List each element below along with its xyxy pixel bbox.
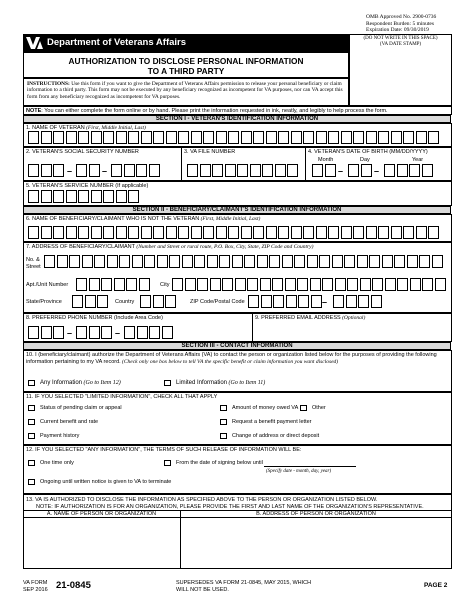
- char-cell[interactable]: [325, 164, 336, 177]
- char-cell[interactable]: [66, 131, 77, 144]
- dob-day-cells[interactable]: [348, 164, 373, 177]
- ongoing-checkbox[interactable]: [28, 479, 35, 485]
- form-title-line1: AUTHORIZATION TO DISCLOSE PERSONAL INFORMATION: [68, 56, 304, 66]
- char-cell[interactable]: [140, 295, 151, 308]
- char-cell[interactable]: [419, 255, 430, 268]
- char-cell[interactable]: [89, 164, 100, 177]
- service-number-cells[interactable]: [28, 190, 141, 203]
- omb-number: OMB Approved No. 2900-0736: [366, 14, 437, 20]
- char-cell[interactable]: [269, 255, 280, 268]
- char-cell[interactable]: [207, 255, 218, 268]
- char-cell[interactable]: [210, 278, 221, 291]
- state-label: State/Province: [26, 299, 62, 305]
- char-cell[interactable]: [103, 190, 114, 203]
- section1-header: SECTION I - VETERAN'S IDENTIFICATION INFORMATION: [23, 115, 451, 123]
- field-release-terms: 12. IF YOU SELECTED "ANY INFORMATION", THE TERMS OF SUCH RELEASE OF INFORMATION WILL BE:: [23, 445, 452, 494]
- ssn-label: 2. VETERAN'S SOCIAL SECURITY NUMBER: [26, 149, 139, 155]
- char-cell[interactable]: [422, 278, 433, 291]
- person-address-field[interactable]: [181, 518, 451, 568]
- char-cell[interactable]: [116, 131, 127, 144]
- email-label: 9. PREFERRED EMAIL ADDRESS (Optional): [255, 315, 366, 321]
- char-cell[interactable]: [275, 164, 286, 177]
- char-cell[interactable]: [97, 295, 108, 308]
- char-cell[interactable]: [250, 164, 261, 177]
- col-b-header: B. ADDRESS OF PERSON OR ORGANIZATION: [256, 511, 376, 517]
- char-cell[interactable]: [126, 278, 137, 291]
- char-cell[interactable]: [66, 226, 77, 239]
- apt-cells[interactable]: [76, 278, 151, 291]
- char-cell[interactable]: [28, 226, 39, 239]
- money-owed-checkbox[interactable]: [220, 405, 227, 411]
- field-authorized-party: 13. VA IS AUTHORIZED TO DISCLOSE THE INFORMATION AS SPECIFIED ABOVE TO THE PERSON OR ORGANIZATION LISTED BELOW. NOTE: IF AUTHORIZATION IS FOR AN ORGANIZATION, PLEASE PROVIDE THE FIRST AND LAST NAME OF THE ORGANIZATION'S REPRESENTATIVE.: [23, 494, 452, 569]
- char-cell[interactable]: [278, 131, 289, 144]
- char-cell[interactable]: [391, 226, 402, 239]
- address-deposit-checkbox[interactable]: [220, 433, 227, 439]
- char-cell[interactable]: [153, 131, 164, 144]
- char-cell[interactable]: [53, 190, 64, 203]
- char-cell[interactable]: [237, 164, 248, 177]
- char-cell[interactable]: [41, 226, 52, 239]
- char-cell[interactable]: [124, 164, 135, 177]
- dob-year-cells[interactable]: [384, 164, 434, 177]
- any-information-label: Any Information (Go to Item 12): [40, 380, 121, 386]
- char-cell[interactable]: [191, 226, 202, 239]
- benefit-rate-label: Current benefit and rate: [40, 419, 99, 425]
- char-cell[interactable]: [372, 278, 383, 291]
- veteran-name-cells[interactable]: [28, 131, 441, 144]
- date-format-hint: (Specify date - month, day, year): [266, 469, 332, 474]
- char-cell[interactable]: [228, 131, 239, 144]
- money-owed-label: Amount of money owed VA: [232, 405, 299, 411]
- char-cell[interactable]: [57, 255, 68, 268]
- char-cell[interactable]: [114, 278, 125, 291]
- phone-cells-part2[interactable]: [76, 326, 114, 339]
- char-cell[interactable]: [41, 190, 52, 203]
- char-cell[interactable]: [89, 326, 100, 339]
- char-cell[interactable]: [262, 164, 273, 177]
- char-cell[interactable]: [53, 131, 64, 144]
- char-cell[interactable]: [212, 164, 223, 177]
- footer-form-number: 21-0845: [56, 580, 91, 591]
- char-cell[interactable]: [432, 255, 443, 268]
- char-cell[interactable]: [178, 131, 189, 144]
- char-cell[interactable]: [253, 131, 264, 144]
- char-cell[interactable]: [111, 164, 122, 177]
- char-cell[interactable]: [409, 164, 420, 177]
- footer-supersedes: SUPERSEDES VA FORM 21-0845, MAY 2015, WHICH WILL NOT BE USED.: [176, 580, 312, 593]
- instructions-text: INSTRUCTIONS: Use this form if you want to give the Department of Veterans Affairs permission to release your personal beneficiary or claim information to a third party. This form may not be executed by any beneficiary recognized as incompetent for VA purposes, nor can VA accept this form from any beneficiary recognized as incompetent for VA purposes.: [27, 81, 343, 100]
- country-label: Country: [115, 299, 135, 305]
- phone-dash: –: [67, 328, 73, 338]
- char-cell[interactable]: [322, 278, 333, 291]
- char-cell[interactable]: [247, 278, 258, 291]
- state-cells[interactable]: [72, 295, 110, 308]
- limited-information-label: Limited Information (Go to Item 11): [176, 380, 266, 386]
- char-cell[interactable]: [85, 295, 96, 308]
- beneficiary-name-cells[interactable]: [28, 226, 441, 239]
- field-limited-options: 11. IF YOU SELECTED "LIMITED INFORMATION", CHECK ALL THAT APPLY: [23, 392, 452, 445]
- char-cell[interactable]: [157, 255, 168, 268]
- char-cell[interactable]: [76, 326, 87, 339]
- char-cell[interactable]: [91, 226, 102, 239]
- char-cell[interactable]: [316, 226, 327, 239]
- char-cell[interactable]: [103, 131, 114, 144]
- char-cell[interactable]: [319, 255, 330, 268]
- dob-dash: –: [374, 166, 380, 176]
- dob-dash: –: [338, 166, 344, 176]
- char-cell[interactable]: [78, 226, 89, 239]
- char-cell[interactable]: [416, 226, 427, 239]
- char-cell[interactable]: [187, 164, 198, 177]
- payment-history-checkbox[interactable]: [28, 433, 35, 439]
- char-cell[interactable]: [291, 131, 302, 144]
- char-cell[interactable]: [185, 278, 196, 291]
- char-cell[interactable]: [91, 190, 102, 203]
- char-cell[interactable]: [41, 164, 52, 177]
- char-cell[interactable]: [297, 278, 308, 291]
- char-cell[interactable]: [285, 278, 296, 291]
- char-cell[interactable]: [410, 278, 421, 291]
- char-cell[interactable]: [291, 226, 302, 239]
- char-cell[interactable]: [76, 164, 87, 177]
- one-time-checkbox[interactable]: [28, 460, 35, 466]
- char-cell[interactable]: [141, 131, 152, 144]
- char-cell[interactable]: [132, 255, 143, 268]
- char-cell[interactable]: [335, 278, 346, 291]
- char-cell[interactable]: [216, 131, 227, 144]
- char-cell[interactable]: [378, 131, 389, 144]
- apt-label: Apt./Unit Number: [26, 282, 69, 288]
- char-cell[interactable]: [139, 278, 150, 291]
- char-cell[interactable]: [397, 278, 408, 291]
- char-cell[interactable]: [124, 326, 135, 339]
- section3-header: SECTION III - CONTACT INFORMATION: [23, 342, 451, 350]
- char-cell[interactable]: [328, 131, 339, 144]
- char-cell[interactable]: [403, 131, 414, 144]
- char-cell[interactable]: [273, 295, 284, 308]
- any-information-checkbox[interactable]: [28, 380, 35, 386]
- char-cell[interactable]: [41, 326, 52, 339]
- char-cell[interactable]: [311, 295, 322, 308]
- limited-information-checkbox[interactable]: [164, 380, 171, 386]
- char-cell[interactable]: [378, 226, 389, 239]
- char-cell[interactable]: [28, 326, 39, 339]
- char-cell[interactable]: [369, 255, 380, 268]
- char-cell[interactable]: [366, 131, 377, 144]
- char-cell[interactable]: [253, 226, 264, 239]
- dob-label: 4. VETERAN'S DATE OF BIRTH (MM/DD/YYYY): [308, 149, 428, 155]
- char-cell[interactable]: [53, 226, 64, 239]
- char-cell[interactable]: [266, 131, 277, 144]
- char-cell[interactable]: [428, 226, 439, 239]
- char-cell[interactable]: [312, 164, 323, 177]
- char-cell[interactable]: [348, 164, 359, 177]
- field-veteran-name: 1. NAME OF VETERAN (First, Middle Initial, Last): [23, 123, 452, 147]
- instructions-label: INSTRUCTIONS:: [27, 81, 70, 87]
- char-cell[interactable]: [397, 164, 408, 177]
- field-service-number: 5. VETERAN'S SERVICE NUMBER (If applicable): [23, 181, 452, 206]
- char-cell[interactable]: [203, 131, 214, 144]
- char-cell[interactable]: [222, 278, 233, 291]
- char-cell[interactable]: [382, 255, 393, 268]
- char-cell[interactable]: [182, 255, 193, 268]
- char-cell[interactable]: [261, 295, 272, 308]
- char-cell[interactable]: [303, 131, 314, 144]
- char-cell[interactable]: [316, 131, 327, 144]
- char-cell[interactable]: [162, 326, 173, 339]
- char-cell[interactable]: [166, 226, 177, 239]
- stamp-label: (VA DATE STAMP): [379, 42, 422, 47]
- ssn-dash: –: [67, 166, 73, 176]
- char-cell[interactable]: [119, 255, 130, 268]
- char-cell[interactable]: [310, 278, 321, 291]
- zip-cells-part1[interactable]: [248, 295, 323, 308]
- va-file-cells[interactable]: [187, 164, 300, 177]
- char-cell[interactable]: [407, 255, 418, 268]
- street-cells[interactable]: [44, 255, 444, 268]
- char-cell[interactable]: [232, 255, 243, 268]
- zip-label: ZIP Code/Postal Code: [190, 299, 245, 305]
- note-box: [23, 106, 452, 115]
- from-date-checkbox[interactable]: [164, 460, 171, 466]
- city-cells[interactable]: [172, 278, 447, 291]
- char-cell[interactable]: [332, 255, 343, 268]
- char-cell[interactable]: [116, 190, 127, 203]
- char-cell[interactable]: [303, 226, 314, 239]
- char-cell[interactable]: [101, 326, 112, 339]
- char-cell[interactable]: [28, 190, 39, 203]
- char-cell[interactable]: [66, 190, 77, 203]
- char-cell[interactable]: [328, 226, 339, 239]
- ssn-cells-part1[interactable]: [28, 164, 66, 177]
- char-cell[interactable]: [307, 255, 318, 268]
- char-cell[interactable]: [128, 190, 139, 203]
- section2-header: SECTION II - BENEFICIARY/CLAIMANT'S IDENTIFICATION INFORMATION: [23, 206, 451, 214]
- char-cell[interactable]: [272, 278, 283, 291]
- payment-letter-checkbox[interactable]: [220, 419, 227, 425]
- char-cell[interactable]: [101, 278, 112, 291]
- char-cell[interactable]: [422, 164, 433, 177]
- char-cell[interactable]: [416, 131, 427, 144]
- char-cell[interactable]: [235, 278, 246, 291]
- va-seal-logo-icon: [25, 36, 45, 50]
- char-cell[interactable]: [228, 226, 239, 239]
- va-date-stamp-box: [349, 34, 452, 106]
- char-cell[interactable]: [341, 226, 352, 239]
- char-cell[interactable]: [384, 164, 395, 177]
- one-time-label: One time only: [40, 460, 74, 466]
- char-cell[interactable]: [346, 295, 357, 308]
- dob-month-cells[interactable]: [312, 164, 337, 177]
- char-cell[interactable]: [260, 278, 271, 291]
- zip-dash: –: [322, 297, 328, 307]
- char-cell[interactable]: [144, 255, 155, 268]
- char-cell[interactable]: [94, 255, 105, 268]
- respondent-burden: Respondent Burden: 5 minutes: [366, 20, 434, 27]
- char-cell[interactable]: [286, 295, 297, 308]
- char-cell[interactable]: [82, 255, 93, 268]
- char-cell[interactable]: [287, 164, 298, 177]
- char-cell[interactable]: [241, 131, 252, 144]
- payment-history-label: Payment history: [40, 433, 80, 439]
- benefit-rate-checkbox[interactable]: [28, 419, 35, 425]
- char-cell[interactable]: [149, 326, 160, 339]
- char-cell[interactable]: [244, 255, 255, 268]
- char-cell[interactable]: [78, 190, 89, 203]
- char-cell[interactable]: [191, 131, 202, 144]
- char-cell[interactable]: [428, 131, 439, 144]
- char-cell[interactable]: [76, 278, 87, 291]
- char-cell[interactable]: [72, 295, 83, 308]
- address-deposit-label: Change of address or direct deposit: [232, 433, 320, 439]
- char-cell[interactable]: [103, 226, 114, 239]
- status-pending-claim-checkbox[interactable]: [28, 405, 35, 411]
- instructions-box: [23, 78, 349, 106]
- char-cell[interactable]: [203, 226, 214, 239]
- dob-month-label: Month: [318, 157, 334, 163]
- char-cell[interactable]: [116, 226, 127, 239]
- stamp-instruction: (DO NOT WRITE IN THIS SPACE): [363, 36, 438, 41]
- other-label: Other: [312, 405, 326, 411]
- no-street-label: No. & Street: [26, 257, 41, 270]
- char-cell[interactable]: [172, 278, 183, 291]
- char-cell[interactable]: [282, 255, 293, 268]
- char-cell[interactable]: [41, 131, 52, 144]
- char-cell[interactable]: [165, 295, 176, 308]
- person-name-field[interactable]: [24, 518, 179, 568]
- char-cell[interactable]: [394, 255, 405, 268]
- char-cell[interactable]: [78, 131, 89, 144]
- char-cell[interactable]: [200, 164, 211, 177]
- char-cell[interactable]: [219, 255, 230, 268]
- char-cell[interactable]: [357, 255, 368, 268]
- dob-year-label: Year: [412, 157, 424, 163]
- phone-cells-part3[interactable]: [124, 326, 174, 339]
- char-cell[interactable]: [28, 164, 39, 177]
- char-cell[interactable]: [391, 131, 402, 144]
- char-cell[interactable]: [353, 131, 364, 144]
- ssn-cells-part3[interactable]: [111, 164, 161, 177]
- char-cell[interactable]: [248, 295, 259, 308]
- other-checkbox[interactable]: [300, 405, 307, 411]
- country-cells[interactable]: [140, 295, 178, 308]
- char-cell[interactable]: [91, 131, 102, 144]
- char-cell[interactable]: [366, 226, 377, 239]
- char-cell[interactable]: [128, 226, 139, 239]
- phone-cells-part1[interactable]: [28, 326, 66, 339]
- char-cell[interactable]: [385, 278, 396, 291]
- ssn-dash: –: [102, 166, 108, 176]
- footer-form-label: VA FORM SEP 2016: [23, 580, 48, 593]
- char-cell[interactable]: [136, 164, 147, 177]
- field-authorization: 10. I (beneficiary/claimant) authorize the Department of Veterans Affairs (VA) to contact the person or organization listed below for the purposes of providing the following information pertaining to my VA record. (Check only one box below to tell VA the specific benefit or claim information you want disclosed): [23, 350, 452, 392]
- expiration-date: Expiration Date: 09/30/2019: [366, 27, 429, 33]
- char-cell[interactable]: [169, 255, 180, 268]
- until-date-line[interactable]: [264, 466, 356, 467]
- va-file-number-label: 3. VA FILE NUMBER: [184, 149, 236, 155]
- char-cell[interactable]: [137, 326, 148, 339]
- char-cell[interactable]: [44, 255, 55, 268]
- char-cell[interactable]: [153, 295, 164, 308]
- char-cell[interactable]: [257, 255, 268, 268]
- ongoing-label: Ongoing until written notice is given to VA to terminate: [40, 479, 172, 485]
- char-cell[interactable]: [403, 226, 414, 239]
- dob-day-label: Day: [360, 157, 370, 163]
- phone-dash: –: [115, 328, 121, 338]
- char-cell[interactable]: [341, 131, 352, 144]
- char-cell[interactable]: [347, 278, 358, 291]
- char-cell[interactable]: [298, 295, 309, 308]
- note-text: NOTE: You can either complete the form online or by hand. Please print the information requested in ink, neatly, and legibly to help process the form.: [26, 108, 388, 114]
- char-cell[interactable]: [178, 226, 189, 239]
- char-cell[interactable]: [361, 164, 372, 177]
- char-cell[interactable]: [278, 226, 289, 239]
- city-label: City: [160, 282, 170, 288]
- char-cell[interactable]: [197, 278, 208, 291]
- ssn-cells-part2[interactable]: [76, 164, 101, 177]
- char-cell[interactable]: [166, 131, 177, 144]
- char-cell[interactable]: [225, 164, 236, 177]
- char-cell[interactable]: [107, 255, 118, 268]
- char-cell[interactable]: [153, 226, 164, 239]
- char-cell[interactable]: [53, 326, 64, 339]
- field-beneficiary-address: 7. ADDRESS OF BENEFICIARY/CLAIMANT (Number and Street or rural route, P.O. Box, City, State, ZIP Code and Country): [23, 242, 452, 313]
- footer-page-number: PAGE 2: [424, 582, 448, 589]
- char-cell[interactable]: [333, 295, 344, 308]
- char-cell[interactable]: [294, 255, 305, 268]
- char-cell[interactable]: [28, 131, 39, 144]
- header-bar: [23, 34, 349, 52]
- form-title-line2: TO A THIRD PARTY: [147, 66, 225, 76]
- char-cell[interactable]: [435, 278, 446, 291]
- zip-cells-part2[interactable]: [333, 295, 383, 308]
- char-cell[interactable]: [353, 226, 364, 239]
- char-cell[interactable]: [128, 131, 139, 144]
- from-date-label: From the date of signing below until: [176, 460, 263, 466]
- char-cell[interactable]: [241, 226, 252, 239]
- omb-block: [366, 14, 466, 34]
- char-cell[interactable]: [194, 255, 205, 268]
- char-cell[interactable]: [141, 226, 152, 239]
- phone-label: 8. PREFERRED PHONE NUMBER (Include Area Code): [26, 315, 163, 321]
- form-title-box: [23, 52, 349, 78]
- char-cell[interactable]: [344, 255, 355, 268]
- char-cell[interactable]: [371, 295, 382, 308]
- char-cell[interactable]: [360, 278, 371, 291]
- payment-letter-label: Request a benefit payment letter: [232, 419, 312, 425]
- char-cell[interactable]: [358, 295, 369, 308]
- char-cell[interactable]: [216, 226, 227, 239]
- char-cell[interactable]: [149, 164, 160, 177]
- field-beneficiary-name: 6. NAME OF BENEFICIARY/CLAIMANT WHO IS NOT THE VETERAN (First, Middle Initial, Last): [23, 214, 452, 242]
- char-cell[interactable]: [89, 278, 100, 291]
- char-cell[interactable]: [53, 164, 64, 177]
- status-pending-claim-label: Status of pending claim or appeal: [40, 405, 122, 411]
- col-a-header: A. NAME OF PERSON OR ORGANIZATION: [46, 511, 157, 517]
- char-cell[interactable]: [69, 255, 80, 268]
- agency-name: Department of Veterans Affairs: [47, 37, 187, 48]
- char-cell[interactable]: [266, 226, 277, 239]
